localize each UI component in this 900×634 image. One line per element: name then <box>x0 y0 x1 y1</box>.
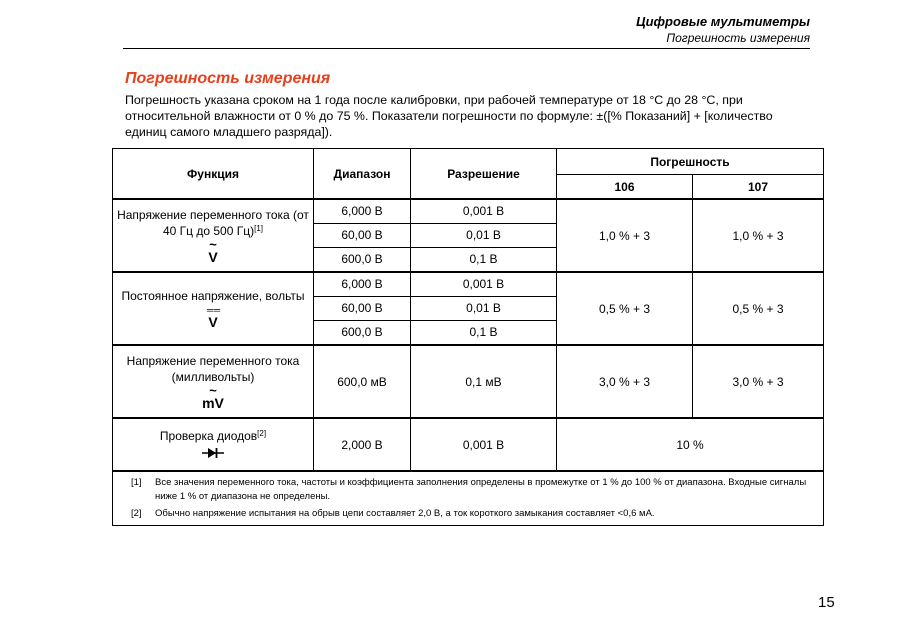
ac-millivolts-symbol-icon: ~ mV <box>202 382 224 411</box>
range-value: 600,0 В <box>314 248 411 273</box>
function-label: Напряжение переменного тока (милливольты) <box>126 353 300 384</box>
footnote-text: Все значения переменного тока, частоты и коэффициента заполнения определены в промежутке от 1 % до 100 % от диапазона. Входные сигналы ниже 1 % от диапазона не определены. <box>155 477 807 502</box>
header-accuracy: Погрешность <box>557 149 824 175</box>
running-header <box>636 14 810 46</box>
resolution-value: 0,001 В <box>411 272 557 297</box>
accuracy-106: 3,0 % + 3 <box>557 345 693 418</box>
header-range: Диапазон <box>314 149 411 200</box>
header-function: Функция <box>113 149 314 200</box>
resolution-value: 0,1 мВ <box>411 345 557 418</box>
function-label: Проверка диодов <box>159 428 258 443</box>
note-ref: [1] <box>254 223 264 233</box>
accuracy-106: 1,0 % + 3 <box>557 199 693 272</box>
function-label: Постоянное напряжение, вольты <box>121 288 305 303</box>
header-model-107: 107 <box>693 175 824 200</box>
note-ref: [2] <box>257 428 267 438</box>
accuracy-106: 0,5 % + 3 <box>557 272 693 345</box>
footnote-ref: [2] <box>131 508 142 519</box>
range-value: 600,0 мВ <box>314 345 411 418</box>
accuracy-table <box>112 148 824 526</box>
footnote <box>119 476 817 504</box>
function-diode-test <box>113 418 314 471</box>
range-value: 600,0 В <box>314 321 411 346</box>
accuracy-both: 10 % <box>557 418 824 471</box>
resolution-value: 0,01 В <box>411 297 557 321</box>
footnote-ref: [1] <box>131 477 142 488</box>
diode-icon <box>113 446 313 462</box>
resolution-value: 0,001 В <box>411 199 557 224</box>
header-rule <box>123 48 810 49</box>
footnote-text: Обычно напряжение испытания на обрыв цепи составляет 2,0 В, а ток короткого замыкания составляет <0,6 мА. <box>155 508 655 519</box>
range-value: 6,000 В <box>314 199 411 224</box>
section-title: Погрешность измерения <box>125 70 331 87</box>
intro-paragraph: Погрешность указана сроком на 1 года после калибровки, при рабочей температуре от 18 °C до 28 °C, при относительной влажности от 0 % до 75 %. Показатели погрешности по формуле: ±([% Показаний] + [количество единиц самого младшего разряда]). <box>125 93 773 140</box>
header-model-106: 106 <box>557 175 693 200</box>
function-label: Напряжение переменного тока (от 40 Гц до 500 Гц) <box>117 207 309 238</box>
function-ac-millivolts <box>113 345 314 418</box>
table-row <box>113 345 824 418</box>
accuracy-107: 1,0 % + 3 <box>693 199 824 272</box>
dc-volts-symbol-icon: ═ ═ V <box>206 304 220 330</box>
table-row <box>113 272 824 297</box>
function-dc-volts <box>113 272 314 345</box>
range-value: 60,00 В <box>314 297 411 321</box>
header-title: Цифровые мультиметры <box>636 14 810 29</box>
range-value: 60,00 В <box>314 224 411 248</box>
accuracy-107: 0,5 % + 3 <box>693 272 824 345</box>
range-value: 6,000 В <box>314 272 411 297</box>
resolution-value: 0,1 В <box>411 248 557 273</box>
header-resolution: Разрешение <box>411 149 557 200</box>
notes-cell <box>113 471 824 526</box>
page-number: 15 <box>818 594 835 611</box>
function-ac-volts <box>113 199 314 272</box>
range-value: 2,000 В <box>314 418 411 471</box>
footnote <box>119 507 817 521</box>
table-row <box>113 199 824 224</box>
header-subtitle: Погрешность измерения <box>666 31 810 45</box>
ac-volts-symbol-icon: ~ V <box>208 236 218 265</box>
resolution-value: 0,1 В <box>411 321 557 346</box>
table-row <box>113 418 824 471</box>
notes-row <box>113 471 824 526</box>
resolution-value: 0,01 В <box>411 224 557 248</box>
accuracy-107: 3,0 % + 3 <box>693 345 824 418</box>
resolution-value: 0,001 В <box>411 418 557 471</box>
